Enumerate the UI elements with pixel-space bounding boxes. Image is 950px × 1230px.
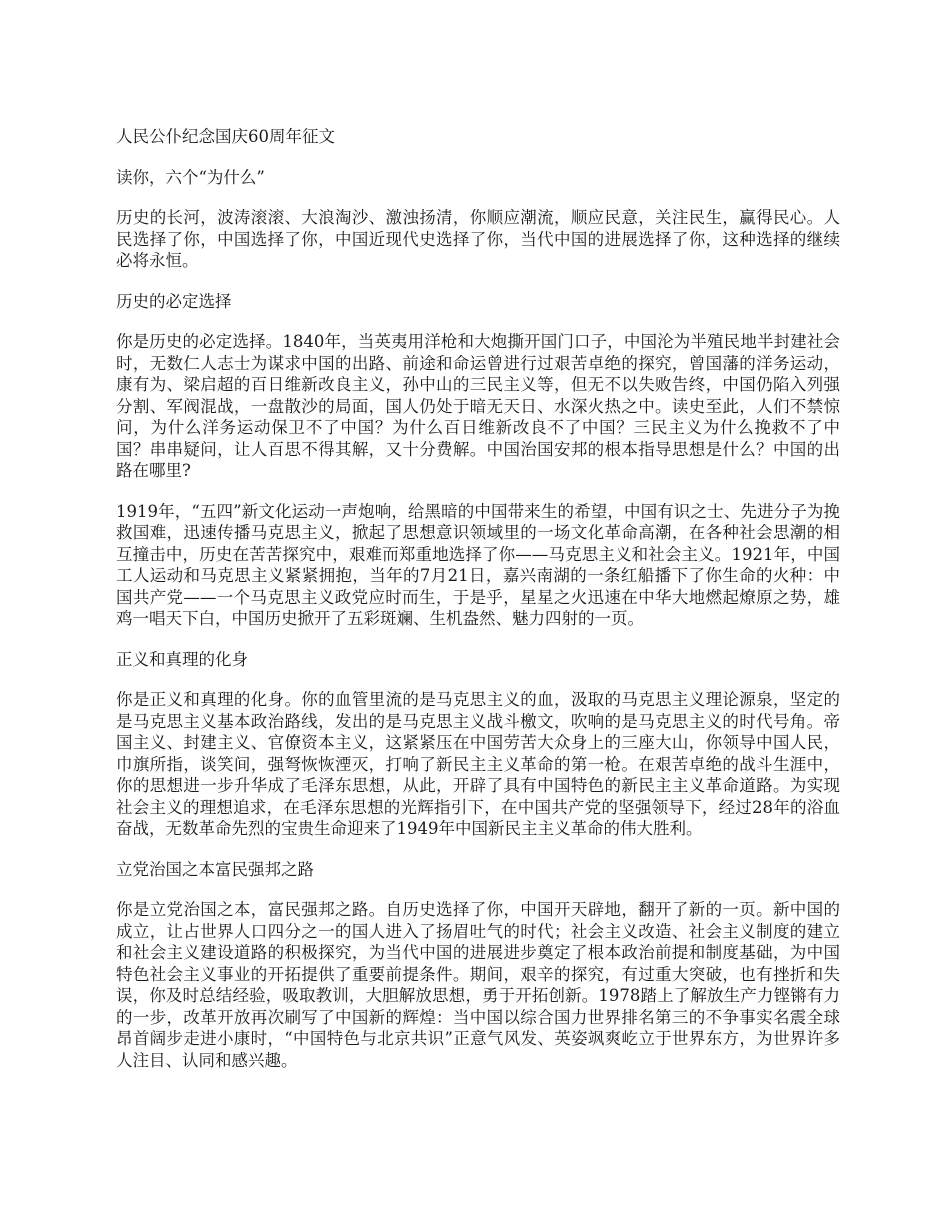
document-body <box>116 126 840 1090</box>
paragraph-history-1919: 1919年，“五四”新文化运动一声炮响，给黑暗的中国带来生的希望，中国有识之士、先进分子为挽救国难，迅速传播马克思主义，掀起了思想意识领域里的一场文化革命高潮，在各种社会思潮的相互撞击中，历史在苦苦探究中，艰难而郑重地选择了你——马克思主义和社会主义。1921年，中国工人运动和马克思主义紧紧拥抱，当年的7月21日，嘉兴南湖的一条红船播下了你生命的火种：中国共产党——一个马克思主义政党应时而生，于是乎，星星之火迅速在中华大地燃起燎原之势，雄鸡一唱天下白，中国历史掀开了五彩斑斓、生机盎然、魅力四射的一页。 <box>116 501 840 628</box>
paragraph-governance: 你是立党治国之本，富民强邦之路。自历史选择了你，中国开天辟地，翻开了新的一页。新中国的成立，让占世界人口四分之一的国人进入了扬眉吐气的时代；社会主义改造、社会主义制度的建立和社会主义建设道路的积极探究，为当代中国的进展进步奠定了根本政治前提和制度基础，为中国特色社会主义事业的开拓提供了重要前提条件。期间，艰辛的探究，有过重大突破，也有挫折和失误，你及时总结经验，吸取教训，大胆解放思想，勇于开拓创新。1978踏上了解放生产力铿锵有力的一步，改革开放再次刷写了中国新的辉煌：当中国以综合国力世界排名第三的不争事实名震全球昂首阔步走进小康时，“中国特色与北京共识”正意气风发、英姿飒爽屹立于世界东方，为世界许多人注目、认同和感兴趣。 <box>116 900 840 1070</box>
section-heading-history-choice: 历史的必定选择 <box>116 291 232 311</box>
section-heading-justice-truth: 正义和真理的化身 <box>116 649 248 669</box>
document-subtitle: 读你，六个“为什么” <box>116 167 265 187</box>
intro-paragraph: 历史的长河，波涛滚滚、大浪淘沙、激浊扬清，你顺应潮流，顺应民意，关注民生，赢得民心。人民选择了你，中国选择了你，中国近现代史选择了你，当代中国的进展选择了你，这种选择的继续必将永恒。 <box>116 208 840 270</box>
document-title: 人民公仆纪念国庆60周年征文 <box>116 127 335 146</box>
section-heading-governance: 立党治国之本富民强邦之路 <box>116 859 314 879</box>
paragraph-justice-truth: 你是正义和真理的化身。你的血管里流的是马克思主义的血，汲取的马克思主义理论源泉，坚定的是马克思主义基本政治路线，发出的是马克思主义战斗檄文，吹响的是马克思主义的时代号角。帝国主义、封建主义、官僚资本主义，这紧紧压在中国劳苦大众身上的三座大山，你领导中国人民，巾旗所指，谈笑间，强弩恢恢湮灭，打响了新民主主义革命的第一枪。在艰苦卓绝的战斗生涯中，你的思想进一步升华成了毛泽东思想，从此，开辟了具有中国特色的新民主主义革命道路。为实现社会主义的理想追求，在毛泽东思想的光辉指引下，在中国共产党的坚强领导下，经过28年的浴血奋战，无数革命先烈的宝贵生命迎来了1949年中国新民主主义革命的伟大胜利。 <box>116 690 840 838</box>
paragraph-history-1840: 你是历史的必定选择。1840年，当英夷用洋枪和大炮撕开国门口子，中国沦为半殖民地半封建社会时，无数仁人志士为谋求中国的出路、前途和命运曾进行过艰苦卓绝的探究，曾国藩的洋务运动，康有为、梁启超的百日维新改良主义，孙中山的三民主义等，但无不以失败告终，中国仍陷入列强分割、军阀混战，一盘散沙的局面，国人仍处于暗无天日、水深火热之中。读史至此，人们不禁惊问，为什么洋务运动保卫不了中国？为什么百日维新改良不了中国？三民主义为什么挽救不了中国？串串疑问，让人百思不得其解，又十分费解。中国治国安邦的根本指导思想是什么？中国的出路在哪里? <box>116 332 840 480</box>
